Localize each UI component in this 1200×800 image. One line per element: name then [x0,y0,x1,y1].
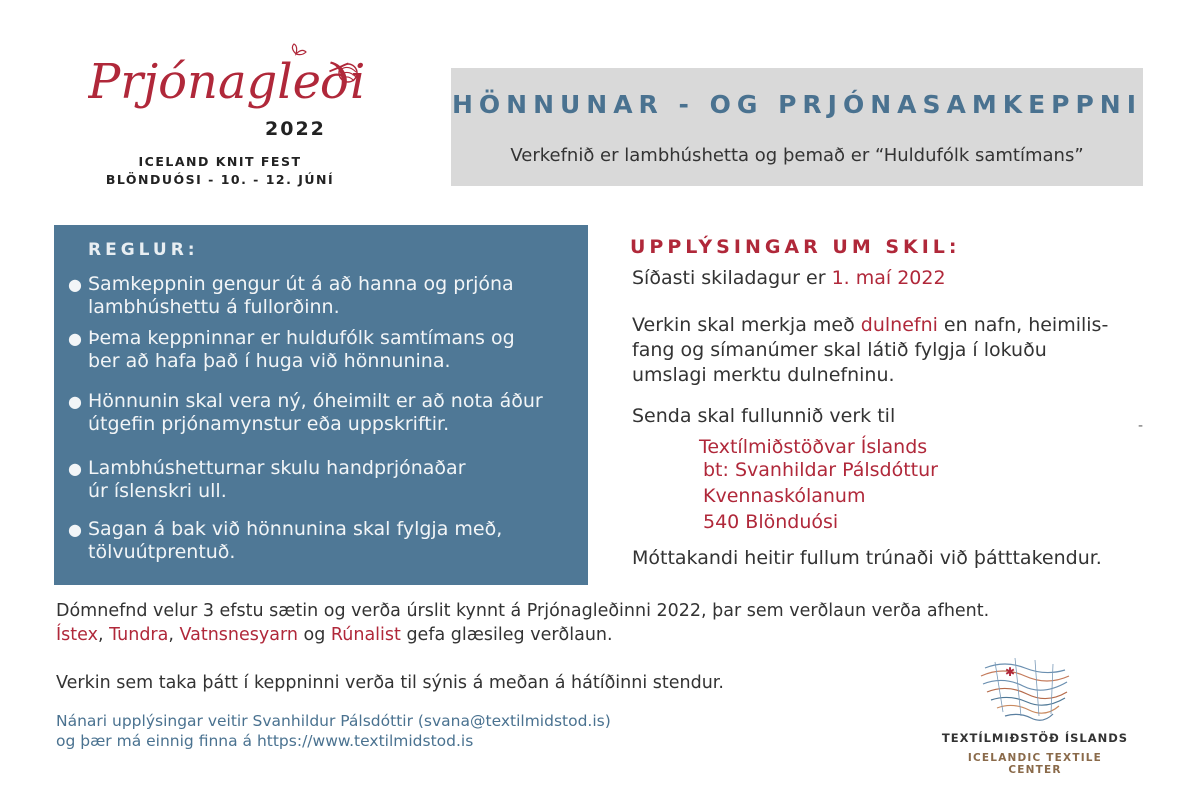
bullet-icon: ● [68,459,82,478]
deadline-date: 1. maí 2022 [831,267,946,289]
prjonagledi-logo-script [88,40,378,130]
textile-center-english-name: ICELANDIC TEXTILE CENTER [967,752,1103,776]
rule-line: útgefin prjónamynstur eða uppskriftir. [88,413,450,435]
sponsors-suffix: gefa glæsileg verðlaun. [400,625,613,645]
page-subtitle: Verkefnið er lambhúshetta og þemað er “Huldufólk samtímans” [510,145,1084,166]
submission-heading: UPPLÝSINGAR UM SKIL: [630,236,961,258]
rule-line: lambhúshettu á fullorðinn. [88,296,340,318]
mark-line: fang og símanúmer skal látið fylgja í lokuðu [632,339,1047,361]
contact-line: og þær má einnig finna á https://www.textilmidstod.is [56,732,474,750]
logo-script-text: Prjónagleði [88,54,366,110]
logo-year: 2022 [265,118,326,140]
bullet-icon: ● [68,329,82,348]
star-icon: ✱ [1005,665,1016,679]
send-text: Senda skal fullunnið verk til [632,405,896,427]
separator: og [297,625,331,645]
address-line: Kvennaskólanum [703,485,866,507]
marking-instructions [632,313,1108,388]
rule-line: Sagan á bak við hönnunina skal fylgja með, [88,518,503,540]
rule-line: Lambhúshetturnar skulu handprjónaðar [88,457,466,479]
rule-item [68,457,568,503]
rule-item [68,327,568,373]
rule-line: úr íslenskri ull. [88,480,227,502]
rule-line: Hönnunin skal vera ný, óheimilt er að nota áður [88,390,543,412]
sponsor-name: Vatnsnesyarn [179,625,298,645]
pseudonym-word: dulnefni [860,314,938,336]
rule-item [68,273,568,319]
mark-line: umslagi merktu dulnefninu. [632,364,895,386]
rule-line: Samkeppnin gengur út á að hanna og prjóna [88,273,514,295]
rules-heading: REGLUR: [88,240,199,260]
rule-line: ber að hafa það í huga við hönnunina. [88,350,451,372]
bullet-icon: ● [68,275,82,294]
header-box [451,68,1143,186]
sponsors-text [56,624,613,647]
rule-item [68,390,568,436]
separator: , [97,625,110,645]
sponsor-name: Rúnalist [330,625,401,645]
stray-mark: - [1138,418,1144,434]
jury-text: Dómnefnd velur 3 efstu sætin og verða úrslit kynnt á Prjónagleðinni 2022, þar sem verðlaun verða afhent. [56,601,990,621]
confidentiality-text: Móttakandi heitir fullum trúnaði við þátttakendur. [632,547,1102,569]
page-title: HÖNNUNAR - OG PRJÓNASAMKEPPNI [451,90,1143,119]
address-line: 540 Blönduósi [703,511,839,533]
textile-center-logo-icon [975,648,1075,728]
sponsor-name: Ístex [56,625,98,645]
rule-line: tölvuútprentuð. [88,541,236,563]
address-line: Textílmiðstöðvar Íslands [699,436,928,458]
bullet-icon: ● [68,520,82,539]
deadline-prefix: Síðasti skiladagur er [632,267,832,289]
exhibit-text: Verkin sem taka þátt í keppninni verða til sýnis á meðan á hátíðinni stendur. [56,673,724,693]
mark-prefix: Verkin skal merkja með [632,314,861,336]
contact-line: Nánari upplýsingar veitir Svanhildur Pálsdóttir (svana@textilmidstod.is) [56,712,611,730]
textile-center-name: TEXTÍLMIÐSTÖÐ ÍSLANDS [941,731,1129,745]
logo-tagline: ICELAND KNIT FEST [138,154,302,169]
sponsor-name: Tundra [109,625,169,645]
rule-line: Þema keppninnar er huldufólk samtímans og [88,327,515,349]
logo-location-dates: BLÖNDUÓSI - 10. - 12. JÚNÍ [105,172,335,187]
bullet-icon: ● [68,392,82,411]
deadline-text [632,266,946,291]
rule-item [68,518,568,564]
separator: , [168,625,180,645]
address-line: bt: Svanhildar Pálsdóttur [703,459,938,481]
mark-rest: en nafn, heimilis- [937,314,1109,336]
